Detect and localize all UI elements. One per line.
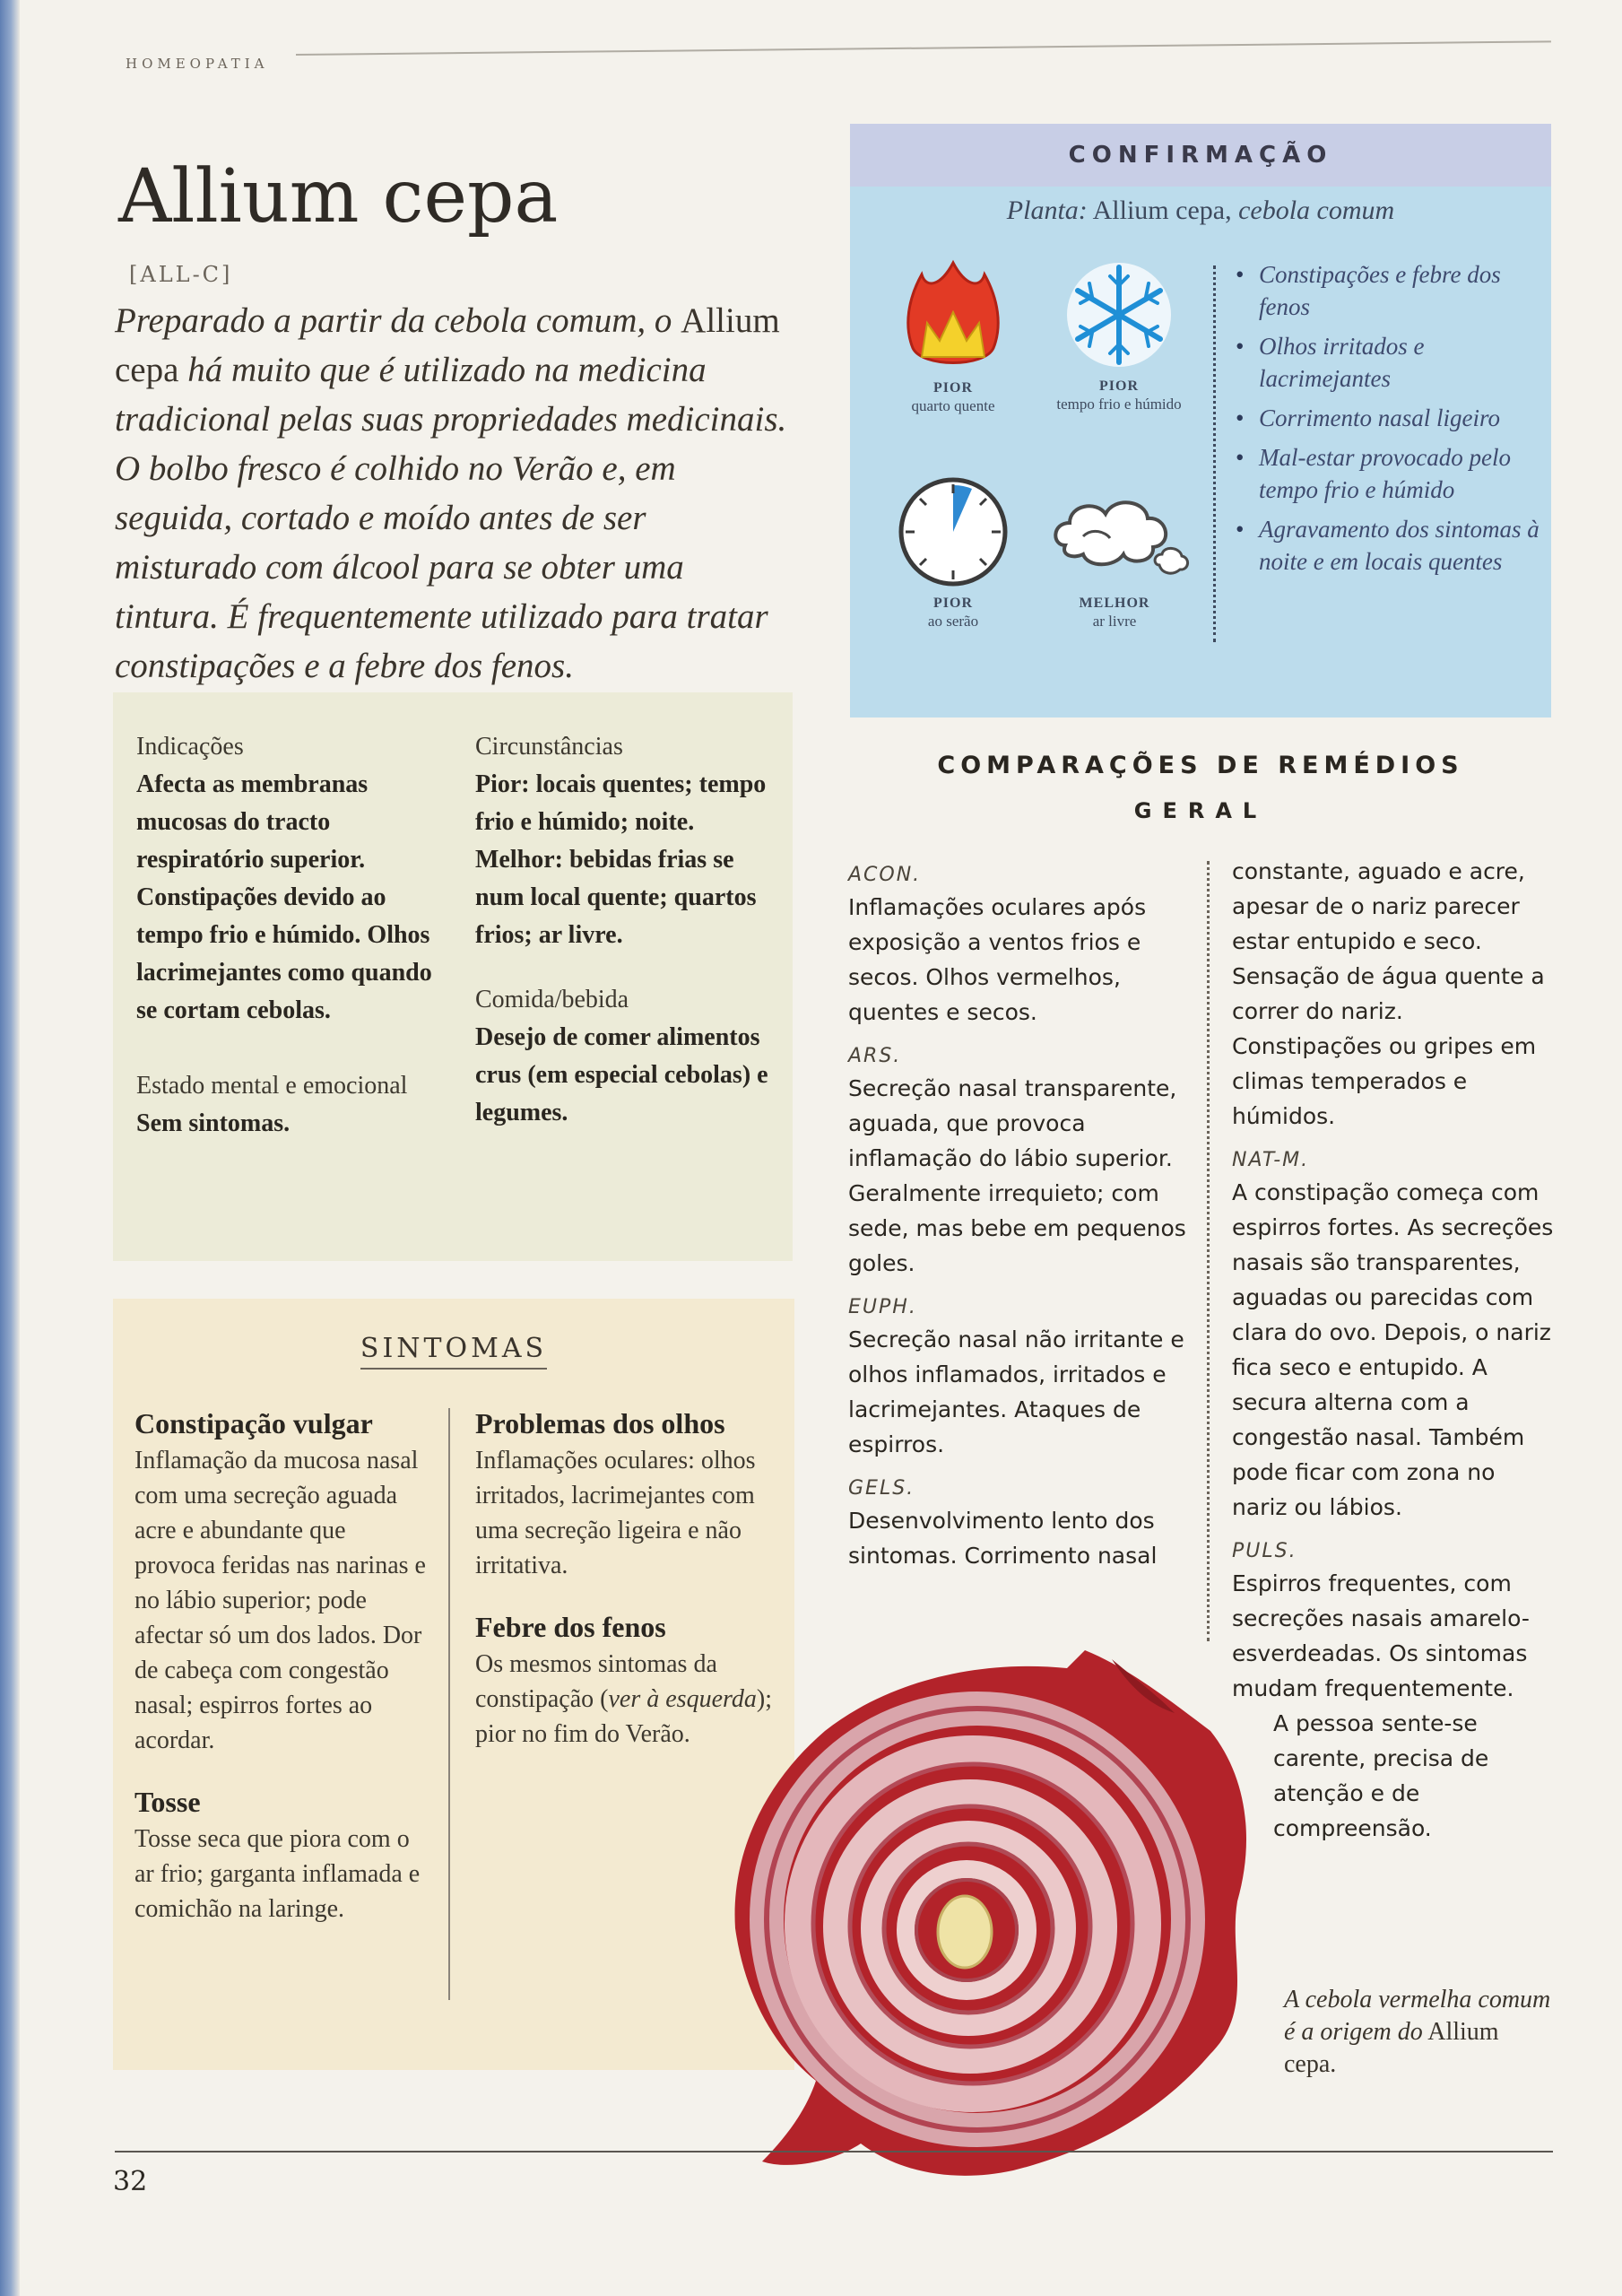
comparisons-title: COMPARAÇÕES DE REMÉDIOS <box>937 752 1464 779</box>
clock-icon <box>895 474 1011 590</box>
red-onion-image <box>708 1632 1300 2188</box>
worse-evening: PIOR ao serão <box>886 474 1020 631</box>
remedy-abbr: ARS. <box>848 1045 902 1067</box>
page-spine-edge <box>0 0 20 2296</box>
confirmation-item: • Mal-estar provocado pelo tempo frio e húmido <box>1236 441 1540 506</box>
confirmation-item: • Corrimento nasal ligeiro <box>1236 402 1540 434</box>
remedy-abbr: ACON. <box>848 864 922 886</box>
remedy-text: Inflamações oculares após exposição a ventos frios e secos. Olhos vermelhos, quentes e secos. <box>848 894 1147 1025</box>
worse-cold-damp: PIOR tempo frio e húmido <box>1052 257 1186 413</box>
better-open-air: MELHOR ar livre <box>1047 483 1182 631</box>
confirmation-item: • Olhos irritados e lacrimejantes <box>1236 330 1540 395</box>
symptoms-left-column <box>134 1406 430 1953</box>
remedy-text: Secreção nasal transparente, aguada, que provoca inflamação do lábio superior. Geralmente irrequieto; com sede, mas bebe em pequenos goles. <box>848 1075 1186 1276</box>
remedy-abbreviation: [ALL-C] <box>129 262 233 287</box>
indications-right-column <box>475 728 780 1132</box>
symptom-heading: Constipação vulgar <box>134 1407 373 1439</box>
symptom-text: Inflamações oculares: olhos irritados, lacrimejantes com uma secreção ligeira e não irritativa. <box>475 1447 756 1579</box>
intro-text-2: há muito que é utilizado na medicina tradicional pelas suas propriedades medicinais. O bolbo fresco é colhido no Verão e, em seguida, cortado e moído antes de ser misturado com álcool para se obter uma tintura. É frequentemente utilizado para tratar constipações e a febre dos fenos. <box>115 351 787 685</box>
confirmation-title: CONFIRMAÇÃO <box>850 124 1551 187</box>
worse-warm-room: PIOR quarto quente <box>886 258 1020 415</box>
intro-remedy-name: Allium cepa <box>115 301 780 389</box>
circumstances-label: Circunstâncias <box>475 733 623 761</box>
symptom-text: Tosse seca que piora com o ar frio; garganta inflamada e comichão na laringe. <box>134 1825 421 1923</box>
remedy-text: Desenvolvimento lento dos sintomas. Corrimento nasal <box>848 1508 1158 1569</box>
remedy-abbr: GELS. <box>848 1477 915 1500</box>
symptom-heading: Problemas dos olhos <box>475 1407 725 1439</box>
circumstances-worse: Pior: locais quentes; tempo frio e húmido; noite. <box>475 770 767 836</box>
indications-box <box>113 692 793 1261</box>
comparisons-left-column <box>848 861 1189 1573</box>
symptom-text: Inflamação da mucosa nasal com uma secreção aguada acre e abundante que provoca feridas nas narinas e no lábio superior; pode afectar só um dos lados. Dor de cabeça com congestão nasal; espirros fortes ao acordar. <box>134 1447 426 1754</box>
remedy-text-continued: constante, aguado e acre, apesar de o nariz parecer estar entupido e seco. Sensação de água quente a correr do nariz. Constipações ou gripes em climas temperados e húmidos. <box>1232 858 1545 1129</box>
intro-text-1: Preparado a partir da cebola comum, o <box>115 301 681 340</box>
footer-rule <box>115 2151 1553 2152</box>
mental-state-value: Sem sintomas. <box>136 1109 291 1137</box>
circumstances-better: Melhor: bebidas frias se num local quente; quartos frios; ar livre. <box>475 846 757 949</box>
remedy-abbr: NAT-M. <box>1232 1149 1310 1171</box>
snowflake-icon <box>1061 257 1177 373</box>
plant-line: Planta: Allium cepa, cebola comum <box>1006 196 1395 225</box>
page-title: Allium cepa <box>118 154 559 239</box>
mental-state-label: Estado mental e emocional <box>136 1072 408 1100</box>
header-rule <box>296 40 1551 56</box>
food-drink-value: Desejo de comer alimentos crus (em especial cebolas) e legumes. <box>475 1023 768 1126</box>
remedy-text: Espirros frequentes, com secreções nasais amarelo-esverdeadas. Os sintomas mudam frequentemente. <box>1232 1570 1530 1701</box>
confirmation-item: • Agravamento dos sintomas à noite e em locais quentes <box>1236 513 1540 578</box>
remedy-abbr: PULS. <box>1232 1540 1297 1562</box>
remedy-text-indented: A pessoa sente-se carente, precisa de atenção e de compreensão. <box>1273 1710 1489 1841</box>
indications-value: Afecta as membranas mucosas do tracto respiratório superior. Constipações devido ao tempo frio e húmido. Olhos lacrimejantes como quando se cortam cebolas. <box>136 770 432 1024</box>
symptom-text: Os mesmos sintomas da constipação (ver à esquerda); pior no fim do Verão. <box>475 1650 772 1748</box>
symptoms-divider <box>448 1408 450 2000</box>
symptom-heading: Febre dos fenos <box>475 1611 666 1643</box>
comparisons-divider <box>1207 861 1210 1641</box>
food-drink-label: Comida/bebida <box>475 986 629 1013</box>
remedy-text: A constipação começa com espirros fortes. As secreções nasais são transparentes, aguadas ou parecidas com clara do ovo. Depois, o nariz fica seco e entupido. A secura alterna com a congestão nasal. Também pode ficar com zona no nariz ou lábios. <box>1232 1179 1554 1520</box>
cross-reference: ver à esquerda <box>608 1685 757 1713</box>
intro-paragraph <box>115 296 796 691</box>
symptom-block <box>475 1406 780 1583</box>
confirmation-list <box>1236 258 1540 585</box>
confirmation-divider <box>1213 265 1216 642</box>
remedy-text: Secreção nasal não irritante e olhos inflamados, irritados e lacrimejantes. Ataques de espirros. <box>848 1326 1184 1457</box>
cloud-icon <box>1047 483 1191 590</box>
symptom-block <box>134 1785 430 1926</box>
flame-icon <box>895 258 1011 375</box>
symptoms-title: SINTOMAS <box>113 1333 794 1364</box>
symptom-heading: Tosse <box>134 1786 201 1818</box>
page-number: 32 <box>113 2166 148 2197</box>
indications-left-column <box>136 728 441 1143</box>
image-caption: A cebola vermelha comum é a origem do Allium cepa. <box>1284 1986 1551 2078</box>
running-head: HOMEOPATIA <box>126 56 269 72</box>
indications-label: Indicações <box>136 733 244 761</box>
confirmation-item: • Constipações e febre dos fenos <box>1236 258 1540 323</box>
remedy-abbr: EUPH. <box>848 1296 917 1318</box>
comparisons-subtitle: GERAL <box>1133 798 1268 823</box>
confirmation-box <box>850 124 1551 718</box>
symptoms-box <box>113 1299 794 2070</box>
symptom-block <box>134 1406 430 1758</box>
